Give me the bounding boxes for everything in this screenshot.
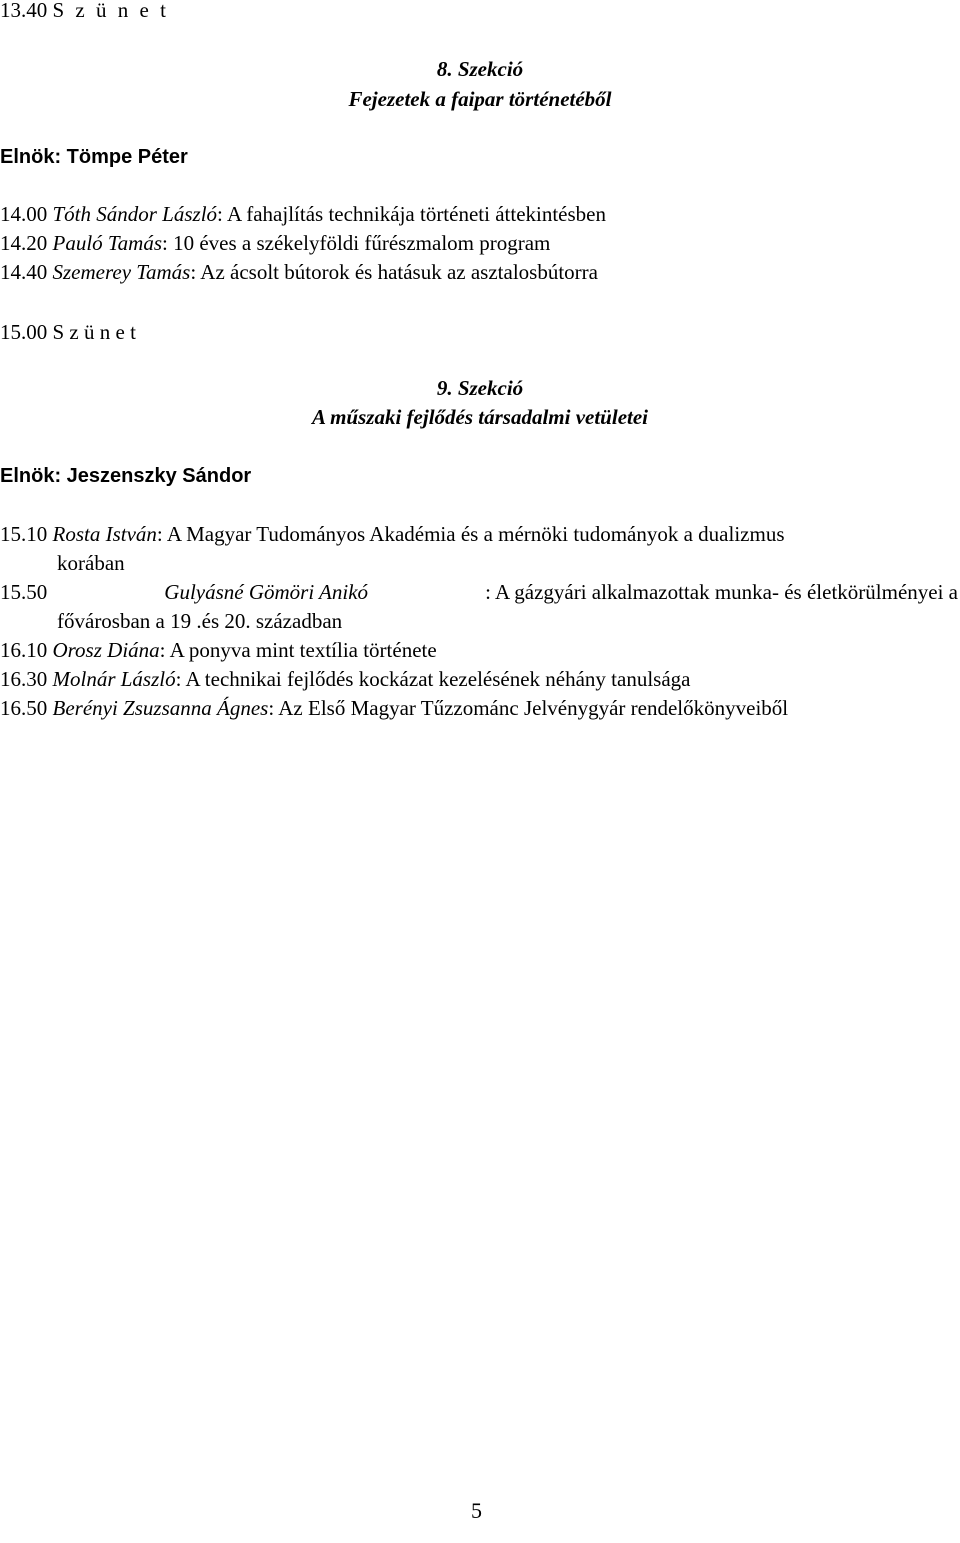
talk-speaker: Tóth Sándor László	[52, 202, 218, 226]
section-9-chair: Elnök: Jeszenszky Sándor	[0, 465, 252, 487]
talk-speaker: Szemerey Tamás	[52, 260, 191, 284]
section-8-chair: Elnök: Tömpe Péter	[0, 146, 188, 168]
break-line	[0, 318, 136, 347]
talk-row	[0, 258, 598, 287]
talk-title: : A Magyar Tudományos Akadémia és a mérnöki tudományok a dualizmus	[156, 522, 785, 546]
section-9-title: A műszaki fejlődés társadalmi vetületei	[312, 405, 648, 429]
talk-title: : A fahajlítás technikája történeti áttekintésben	[217, 202, 606, 226]
break-label: S z ü n e t	[52, 0, 169, 22]
talk-title: : A technikai fejlődés kockázat kezelésének néhány tanulsága	[175, 667, 691, 691]
talk-title: : A gázgyári alkalmazottak munka- és életkörülményei a	[485, 580, 958, 604]
talk-title: : Az Első Magyar Tűzzománc Jelvénygyár rendelőkönyveiből	[268, 696, 789, 720]
talk-speaker: Berényi Zsuzsanna Ágnes	[52, 696, 269, 720]
talk-speaker: Gulyásné Gömöri Anikó	[164, 580, 369, 604]
talk-speaker: Orosz Diána	[52, 638, 160, 662]
talk-title-continuation: fővárosban a 19 .és 20. században	[57, 609, 343, 633]
talk-title: : Az ácsolt bútorok és hatásuk az asztalosbútorra	[190, 260, 598, 284]
talk-row	[0, 578, 958, 607]
talk-row	[0, 636, 437, 665]
talk-time: 16.10	[0, 638, 48, 662]
talk-time: 14.00	[0, 202, 48, 226]
talk-speaker: Pauló Tamás	[52, 231, 163, 255]
break-time: 15.00	[0, 320, 48, 344]
talk-time: 16.50	[0, 696, 48, 720]
talk-speaker: Molnár László	[52, 667, 176, 691]
talk-row	[0, 229, 550, 258]
section-8-title: Fejezetek a faipar történetéből	[348, 87, 612, 111]
talk-title: : 10 éves a székelyföldi fűrészmalom program	[162, 231, 551, 255]
section-8-number: 8. Szekció	[436, 57, 524, 81]
break-time: 13.40	[0, 0, 48, 22]
talk-speaker: Rosta István	[52, 522, 157, 546]
talk-title-continuation: korában	[57, 551, 125, 575]
talk-row	[0, 520, 785, 549]
talk-title: : A ponyva mint textília története	[159, 638, 437, 662]
section-9-number: 9. Szekció	[436, 376, 524, 400]
talk-time: 15.50	[0, 580, 48, 604]
talk-row	[0, 200, 606, 229]
talk-time: 15.10	[0, 522, 48, 546]
break-line	[0, 0, 169, 25]
page-number: 5	[471, 1498, 482, 1523]
talk-time: 14.40	[0, 260, 48, 284]
talk-time: 16.30	[0, 667, 48, 691]
talk-row	[0, 665, 690, 694]
talk-time: 14.20	[0, 231, 48, 255]
break-label: S z ü n e t	[52, 320, 136, 344]
talk-row	[0, 694, 788, 723]
